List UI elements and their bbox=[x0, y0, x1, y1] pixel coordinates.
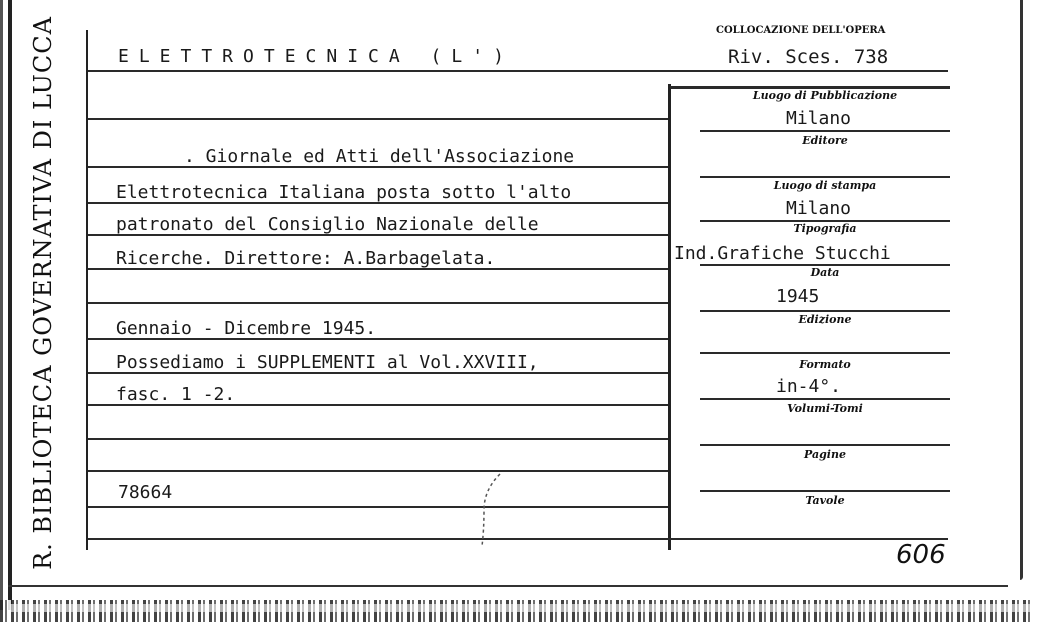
label-volumi-tomi: Volumi-Tomi bbox=[787, 402, 863, 415]
card-right-edge bbox=[1020, 0, 1023, 580]
label-edizione: Edizione bbox=[798, 313, 852, 326]
card-edge-shadow bbox=[0, 0, 3, 610]
description-line-3: patronato del Consiglio Nazionale delle bbox=[116, 214, 539, 235]
rule-10 bbox=[88, 438, 668, 440]
work-title: ELETTROTECNICA (L') bbox=[118, 46, 514, 67]
holdings-line-2: Possediamo i SUPPLEMENTI al Vol.XXVIII, bbox=[116, 352, 539, 373]
label-data: Data bbox=[810, 266, 840, 279]
description-line-2: Elettrotecnica Italiana posta sotto l'alto bbox=[116, 182, 572, 203]
rule-6 bbox=[88, 302, 668, 304]
label-luogo-stampa: Luogo di stampa bbox=[773, 179, 877, 192]
rule-r1 bbox=[700, 130, 950, 132]
description-line-1: . Giornale ed Atti dell'Associazione bbox=[184, 146, 575, 167]
label-tavole: Tavole bbox=[805, 494, 845, 507]
value-data: 1945 bbox=[776, 286, 820, 307]
description-line-4: Ricerche. Direttore: A.Barbagelata. bbox=[116, 248, 496, 269]
value-luogo-pubblicazione: Milano bbox=[786, 108, 852, 129]
card-bottom-edge bbox=[8, 585, 1008, 587]
scan-noise-highlight bbox=[10, 604, 1030, 612]
value-tipografia: Ind.Grafiche Stucchi bbox=[674, 243, 891, 264]
library-name: R. BIBLIOTECA GOVERNATIVA DI LUCCA bbox=[29, 15, 57, 570]
pencil-mark bbox=[470, 470, 510, 550]
rule-1 bbox=[88, 118, 668, 120]
rule-r8 bbox=[700, 444, 950, 446]
collocation-value: Riv. Sces. 738 bbox=[728, 46, 889, 68]
label-tipografia: Tipografia bbox=[793, 222, 857, 235]
holdings-line-1: Gennaio - Dicembre 1945. bbox=[116, 318, 377, 339]
library-side-label bbox=[15, 15, 71, 570]
label-pagine: Pagine bbox=[804, 448, 846, 461]
rule-r2 bbox=[700, 176, 950, 178]
label-formato: Formato bbox=[799, 358, 851, 371]
rule-collocation bbox=[668, 70, 948, 72]
label-luogo-pubblicazione: Luogo di Pubblicazione bbox=[752, 89, 898, 102]
rule-11 bbox=[88, 470, 668, 472]
rule-bottom bbox=[88, 538, 948, 540]
label-editore: Editore bbox=[802, 134, 848, 147]
card-number: 606 bbox=[896, 540, 946, 570]
collocation-header: COLLOCAZIONE DELL'OPERA bbox=[716, 25, 886, 36]
rule-r7 bbox=[700, 398, 950, 400]
rule-r9 bbox=[700, 490, 950, 492]
holdings-line-3: fasc. 1 -2. bbox=[116, 384, 236, 405]
inventory-number: 78664 bbox=[118, 482, 173, 503]
left-margin-rule bbox=[86, 30, 88, 550]
rule-r5 bbox=[700, 310, 950, 312]
rule-title bbox=[88, 70, 668, 72]
value-formato: in-4°. bbox=[776, 376, 842, 397]
rule-12 bbox=[88, 506, 668, 508]
rule-r6 bbox=[700, 352, 950, 354]
value-luogo-stampa: Milano bbox=[786, 198, 852, 219]
card-left-edge bbox=[8, 0, 12, 610]
right-column-rule bbox=[668, 84, 671, 550]
